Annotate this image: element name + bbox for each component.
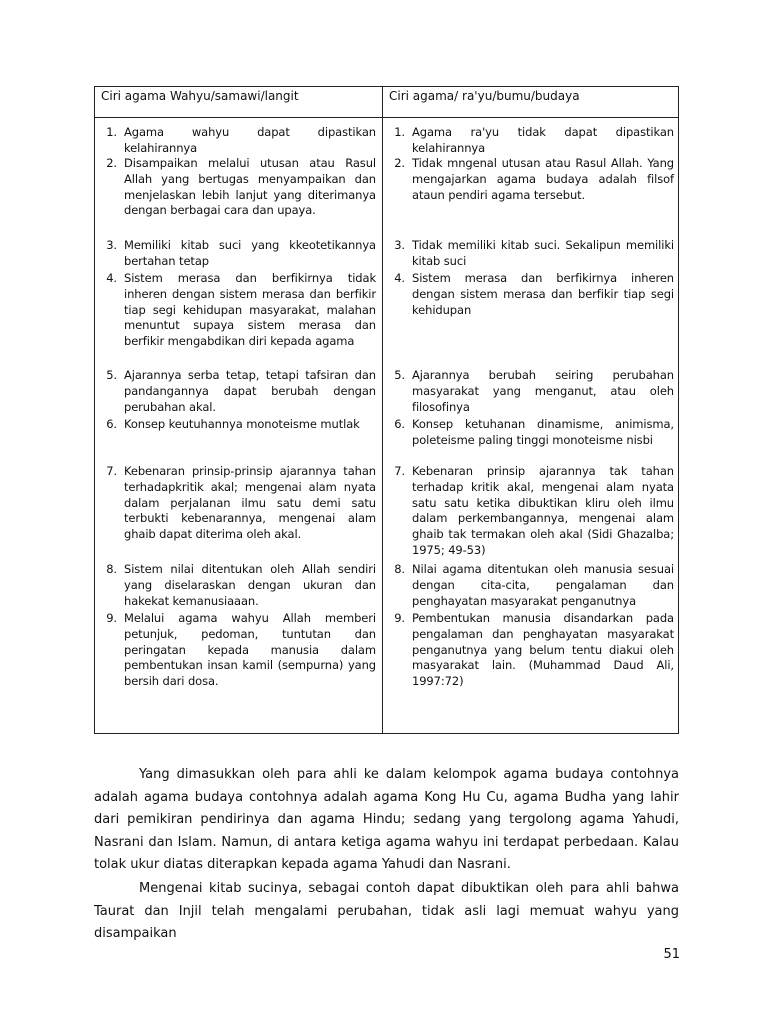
item-number: 7. bbox=[106, 464, 117, 478]
item-text: Konsep keutuhannya monoteisme mutlak bbox=[124, 417, 360, 431]
item-number: 2. bbox=[394, 156, 405, 170]
item-text: Disampaikan melalui utusan atau Rasul Allah yang bertugas menyampaikan dan menjelaskan lebih lanjut yang diterimanya dengan berbagai cara dan upaya. bbox=[124, 156, 376, 218]
list-item-left-7 bbox=[106, 464, 376, 543]
list-item-left-6 bbox=[106, 417, 376, 433]
list-item-left-2 bbox=[106, 156, 376, 219]
item-number: 5. bbox=[394, 368, 405, 382]
item-text: Memiliki kitab suci yang kkeotetikannya bertahan tetap bbox=[124, 238, 376, 268]
item-number: 3. bbox=[394, 238, 405, 252]
list-item-right-5 bbox=[394, 368, 674, 415]
item-number: 4. bbox=[394, 271, 405, 285]
item-number: 7. bbox=[394, 464, 405, 478]
list-item-right-1 bbox=[394, 125, 674, 157]
item-number: 6. bbox=[394, 417, 405, 431]
page-number: 51 bbox=[663, 947, 680, 962]
list-item-left-5 bbox=[106, 368, 376, 415]
body-paragraph-1: Yang dimasukkan oleh para ahli ke dalam kelompok agama budaya contohnya adalah agama budaya contohnya adalah agama Kong Hu Cu, agama Budha yang lahir dari pemikiran pendirinya dan agama Hindu; sedang yang tergolong agama Yahudi, Nasrani dan Islam. Namun, di antara ketiga agama wahyu ini terdapat perbedaan. Kalau tolak ukur diatas diterapkan kepada agama Yahudi dan Nasrani. bbox=[94, 767, 679, 872]
item-number: 1. bbox=[106, 125, 117, 139]
list-item-right-9 bbox=[394, 611, 674, 690]
list-item-left-3 bbox=[106, 238, 376, 270]
list-item-left-1 bbox=[106, 125, 376, 157]
item-text: Agama wahyu dapat dipastikan kelahirannya bbox=[124, 125, 376, 155]
item-number: 8. bbox=[394, 562, 405, 576]
item-number: 3. bbox=[106, 238, 117, 252]
item-number: 9. bbox=[106, 611, 117, 625]
list-item-left-9 bbox=[106, 611, 376, 690]
body-paragraph-2: Mengenai kitab sucinya, sebagai contoh dapat dibuktikan oleh para ahli bahwa Taurat dan Injil telah mengalami perubahan, tidak asli lagi memuat wahyu yang disampaikan bbox=[94, 881, 679, 941]
item-text: Tidak memiliki kitab suci. Sekalipun memiliki kitab suci bbox=[412, 238, 674, 268]
item-number: 6. bbox=[106, 417, 117, 431]
item-number: 9. bbox=[394, 611, 405, 625]
item-text: Kebenaran prinsip ajarannya tak tahan terhadap kritik akal, mengenai alam nyata satu satu ketika dibuktikan kliru oleh ilmu dalam perkembangannya, mengenai alam ghaib tak termakan oleh akal (Sidi Ghazalba; 1975; 49-53) bbox=[412, 464, 674, 557]
item-text: Nilai agama ditentukan oleh manusia sesuai dengan cita-cita, pengalaman dan penghayatan masyarakat penganutnya bbox=[412, 562, 674, 608]
item-text: Ajarannya berubah seiring perubahan masyarakat yang menganut, atau oleh filosofinya bbox=[412, 368, 674, 414]
list-item-left-8 bbox=[106, 562, 376, 609]
list-item-right-8 bbox=[394, 562, 674, 609]
item-text: Pembentukan manusia disandarkan pada pengalaman dan penghayatan masyarakat penganutnya yang belum tentu diakui oleh masyarakat lain. (Muhammad Daud Ali, 1997:72) bbox=[412, 611, 674, 689]
item-text: Tidak mngenal utusan atau Rasul Allah. Yang mengajarkan agama budaya adalah filsof ataun pendiri agama tersebut. bbox=[412, 156, 674, 202]
item-number: 8. bbox=[106, 562, 117, 576]
item-text: Sistem merasa dan berfikirnya tidak inheren dengan sistem merasa dan berfikir tiap segi kehidupan masyarakat, malahan menuntut supaya sistem merasa dan berfikir mengabdikan diri kepada agama bbox=[124, 271, 376, 349]
item-number: 4. bbox=[106, 271, 117, 285]
item-number: 5. bbox=[106, 368, 117, 382]
table-header-right: Ciri agama/ ra'yu/bumu/budaya bbox=[389, 89, 580, 103]
item-text: Melalui agama wahyu Allah memberi petunjuk, pedoman, tuntutan dan peringatan kepada manusia dalam pembentukan insan kamil (sempurna) yang bersih dari dosa. bbox=[124, 611, 376, 689]
item-text: Sistem nilai ditentukan oleh Allah sendiri yang diselaraskan dengan ukuran dan hakekat kemanusiaaan. bbox=[124, 562, 376, 608]
item-text: Sistem merasa dan berfikirnya inheren dengan sistem merasa dan berfikir tiap segi kehidupan bbox=[412, 271, 674, 317]
table-header-left: Ciri agama Wahyu/samawi/langit bbox=[101, 89, 299, 103]
comparison-table bbox=[94, 86, 679, 734]
list-item-right-2 bbox=[394, 156, 674, 203]
item-text: Kebenaran prinsip-prinsip ajarannya tahan terhadapkritik akal; mengenai alam nyata dalam perjalanan ilmu satu demi satu terbukti kebenarannya, mengenai alam ghaib dapat diterima oleh akal. bbox=[124, 464, 376, 542]
list-item-right-3 bbox=[394, 238, 674, 270]
item-number: 2. bbox=[106, 156, 117, 170]
list-item-right-6 bbox=[394, 417, 674, 449]
item-text: Ajarannya serba tetap, tetapi tafsiran dan pandangannya dapat berubah dengan perubahan akal. bbox=[124, 368, 376, 414]
item-text: Konsep ketuhanan dinamisme, animisma, poleteisme paling tinggi monoteisme nisbi bbox=[412, 417, 674, 447]
table-header-divider bbox=[95, 117, 678, 118]
item-number: 1. bbox=[394, 125, 405, 139]
list-item-right-7 bbox=[394, 464, 674, 559]
table-column-divider bbox=[382, 87, 383, 733]
list-item-left-4 bbox=[106, 271, 376, 350]
item-text: Agama ra'yu tidak dapat dipastikan kelahirannya bbox=[412, 125, 674, 155]
list-item-right-4 bbox=[394, 271, 674, 318]
